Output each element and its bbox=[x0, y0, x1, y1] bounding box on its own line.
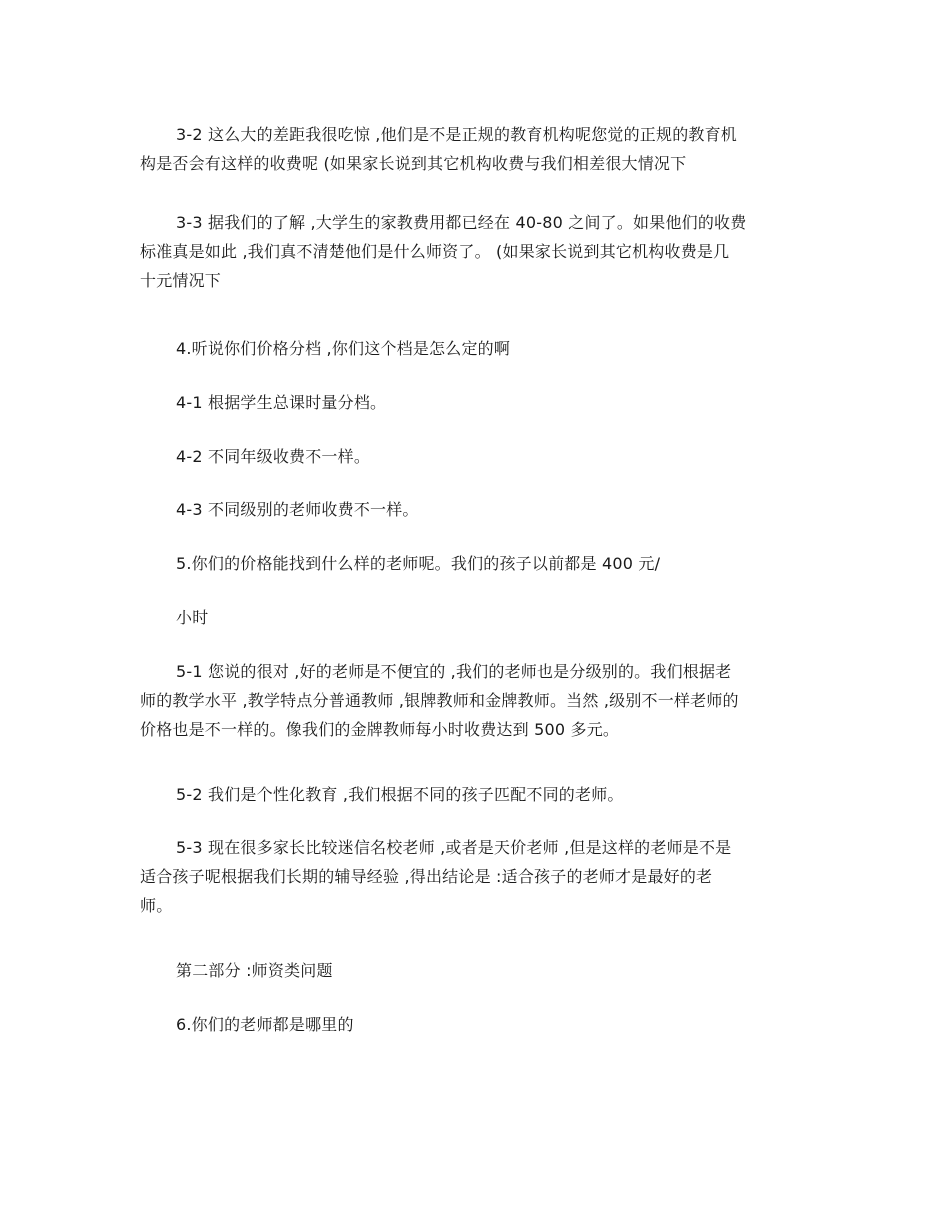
text-line: 4-3 不同级别的老师收费不一样。 bbox=[176, 500, 419, 519]
paragraph-5 bbox=[140, 549, 800, 578]
paragraph-5-2 bbox=[140, 780, 800, 809]
paragraph-5-1 bbox=[140, 657, 800, 744]
text-line: 标准真是如此 ,我们真不清楚他们是什么师资了。 (如果家长说到其它机构收费是几 bbox=[140, 242, 730, 261]
text-line: 构是否会有这样的收费呢 (如果家长说到其它机构收费与我们相差很大情况下 bbox=[140, 154, 687, 173]
text-line: 十元情况下 bbox=[140, 271, 222, 290]
text-line: 4.听说你们价格分档 ,你们这个档是怎么定的啊 bbox=[176, 339, 511, 358]
paragraph-5-continued bbox=[140, 603, 800, 632]
text-line: 5-3 现在很多家长比较迷信名校老师 ,或者是天价老师 ,但是这样的老师是不是 bbox=[176, 838, 732, 857]
paragraph-4-3 bbox=[140, 495, 800, 524]
text-line: 第二部分 :师资类问题 bbox=[176, 961, 333, 980]
text-line: 适合孩子呢根据我们长期的辅导经验 ,得出结论是 :适合孩子的老师才是最好的老 bbox=[140, 867, 713, 886]
text-line: 6.你们的老师都是哪里的 bbox=[176, 1015, 354, 1034]
paragraph-6 bbox=[140, 1010, 800, 1039]
text-line: 价格也是不一样的。像我们的金牌教师每小时收费达到 500 多元。 bbox=[140, 720, 620, 739]
section-heading-part-two bbox=[140, 956, 800, 985]
paragraph-4-1 bbox=[140, 388, 800, 417]
paragraph-4 bbox=[140, 334, 800, 363]
text-line: 3-2 这么大的差距我很吃惊 ,他们是不是正规的教育机构呢您觉的正规的教育机 bbox=[176, 125, 737, 144]
text-line: 5-1 您说的很对 ,好的老师是不便宜的 ,我们的老师也是分级别的。我们根据老 bbox=[176, 662, 732, 681]
text-line: 师。 bbox=[140, 896, 173, 915]
text-line: 5-2 我们是个性化教育 ,我们根据不同的孩子匹配不同的老师。 bbox=[176, 785, 624, 804]
text-line: 师的教学水平 ,教学特点分普通教师 ,银牌教师和金牌教师。当然 ,级别不一样老师的 bbox=[140, 691, 739, 710]
paragraph-3-2 bbox=[140, 120, 800, 178]
text-line: 4-2 不同年级收费不一样。 bbox=[176, 447, 371, 466]
paragraph-3-3 bbox=[140, 208, 800, 295]
paragraph-4-2 bbox=[140, 442, 800, 471]
text-line: 小时 bbox=[176, 608, 209, 627]
text-line: 4-1 根据学生总课时量分档。 bbox=[176, 393, 387, 412]
paragraph-5-3 bbox=[140, 833, 800, 920]
text-line: 3-3 据我们的了解 ,大学生的家教费用都已经在 40-80 之间了。如果他们的收费 bbox=[176, 213, 747, 232]
text-line: 5.你们的价格能找到什么样的老师呢。我们的孩子以前都是 400 元/ bbox=[176, 554, 661, 573]
